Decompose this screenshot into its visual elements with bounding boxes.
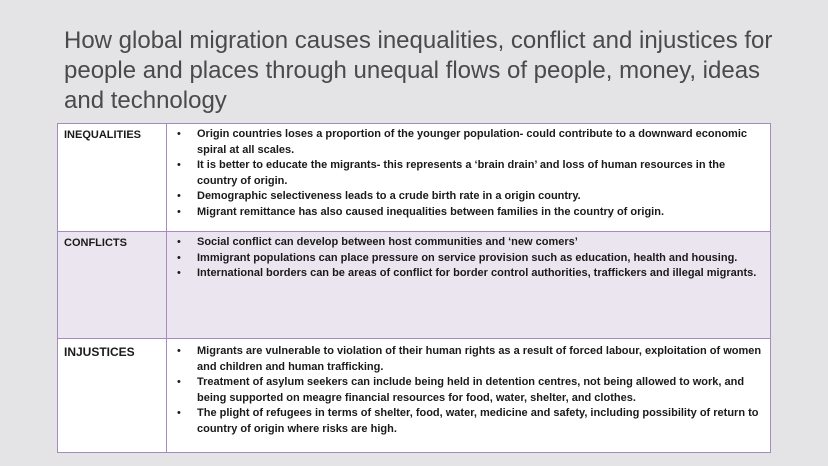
bullet-icon: • [177,128,181,140]
bullet-icon: • [177,236,181,248]
list-item: • Treatment of asylum seekers can include being held in detention centres, not being allowed to work, and being supported on meagre financial resources for food, water, shelter, and clothes. [177,376,745,404]
slide-title: How global migration causes inequalities, conflict and injustices for people and places through unequal flows of people, money, ideas and technology [64,27,773,114]
list-item: • Migrants are vulnerable to violation of their human rights as a result of forced labour, exploitation of women and children and human trafficking. [177,345,762,373]
bullet-icon: • [177,159,181,171]
list-item: • Demographic selectiveness leads to a crude birth rate in a origin country. [177,189,764,205]
bullet-icon: • [177,251,181,264]
bullet-icon: • [177,190,181,202]
bullet-icon: • [177,345,181,357]
list-item: • It is better to educate the migrants- this represents a ‘brain drain’ and loss of human resources in the country of origin. [177,159,726,187]
table-row-inequalities [58,124,771,232]
list-item: • International borders can be areas of conflict for border control authorities, traffickers and illegal migrants. [177,266,764,282]
list-item: • Immigrant populations can place pressure on service provision such as education, health and housing. [177,251,764,267]
list-item: • Origin countries loses a proportion of the younger population- could contribute to a downward economic spiral at all scales. [177,128,748,156]
bullet-icon: • [177,205,181,218]
list-item: • Migrant remittance has also caused inequalities between families in the country of origin. [177,205,764,221]
row-content-inequalities [167,124,771,232]
row-content-conflicts [167,232,771,339]
migration-impacts-table [57,123,771,453]
bullet-icon: • [177,407,181,419]
list-item: • The plight of refugees in terms of shelter, food, water, medicine and safety, including possibility of return to country of origin where risks are high. [177,407,759,435]
bullet-icon: • [177,267,181,279]
table-row-injustices [58,339,771,453]
row-content-injustices [167,339,771,453]
table-row-conflicts [58,232,771,339]
bullet-list-injustices [177,342,764,437]
list-item: • Social conflict can develop between host communities and ‘new comers’ [177,235,764,251]
bullet-icon: • [177,376,181,388]
bullet-list-conflicts [177,235,764,282]
bullet-list-inequalities [177,127,764,220]
row-label-conflicts: CONFLICTS [58,232,167,339]
row-label-injustices: INJUSTICES [58,339,167,453]
row-label-inequalities: INEQUALITIES [58,124,167,232]
